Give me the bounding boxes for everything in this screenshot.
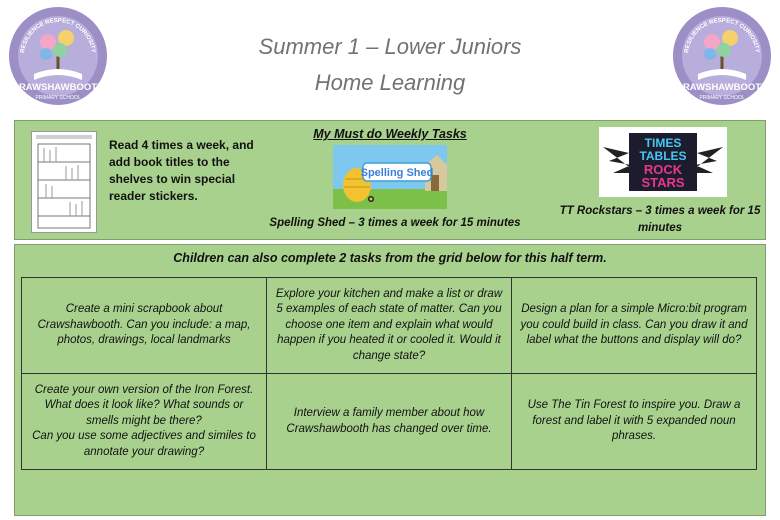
task-grid-table	[21, 277, 757, 470]
svg-text:Spelling Shed: Spelling Shed	[360, 167, 434, 179]
svg-text:TIMES: TIMES	[644, 136, 682, 150]
task-grid-row	[22, 374, 757, 470]
spelling-shed-caption: Spelling Shed – 3 times a week for 15 minutes	[269, 217, 521, 229]
task-grid-panel	[14, 244, 766, 516]
svg-text:CRAWSHAWBOOTH: CRAWSHAWBOOTH	[676, 82, 768, 93]
bookshelf-worksheet-image	[31, 131, 97, 233]
task-cell-microbit: Design a plan for a simple Micro:bit program you could build in class. Can you draw it and label what the buttons and display will do?	[512, 278, 757, 374]
svg-text:PRIMARY SCHOOL: PRIMARY SCHOOL	[35, 95, 81, 101]
svg-text:RESILIENCE RESPECT CURIOSITY: RESILIENCE RESPECT CURIOSITY	[20, 17, 96, 54]
must-do-panel	[14, 120, 766, 240]
task-grid-heading: Children can also complete 2 tasks from the grid below for this half term.	[173, 251, 607, 265]
svg-text:PRIMARY SCHOOL: PRIMARY SCHOOL	[699, 95, 745, 101]
must-do-heading: My Must do Weekly Tasks	[313, 127, 467, 141]
reading-task-text: Read 4 times a week, and add book titles to the shelves to win special reader stickers.	[109, 138, 254, 203]
task-cell-iron-forest: Create your own version of the Iron Forest. What does it look like? What sounds or smells might be there? Can you use some adjectives and similes to annotate your drawing?	[22, 374, 267, 470]
task-cell-states-of-matter: Explore your kitchen and make a list or draw 5 examples of each state of matter. Can you choose one item and explain what would happen if you heated it or cooled it. Would it change state?	[267, 278, 512, 374]
page-subtitle: Home Learning	[314, 70, 466, 95]
spelling-shed-logo	[333, 145, 447, 209]
tt-rockstars-caption: TT Rockstars – 3 times a week for 15 minutes	[559, 205, 761, 234]
school-logo-right	[670, 4, 774, 108]
task-grid-row	[22, 278, 757, 374]
page-title: Summer 1 – Lower Juniors	[258, 34, 522, 59]
task-cell-tin-forest: Use The Tin Forest to inspire you. Draw a forest and label it with 5 expanded noun phrases.	[512, 374, 757, 470]
school-logo-left	[6, 4, 110, 108]
svg-text:TABLES: TABLES	[639, 149, 687, 163]
svg-text:ROCK: ROCK	[643, 162, 683, 177]
svg-text:RESILIENCE RESPECT CURIOSITY: RESILIENCE RESPECT CURIOSITY	[684, 17, 760, 54]
tt-rockstars-logo	[599, 127, 727, 197]
svg-text:STARS: STARS	[641, 175, 685, 190]
task-cell-scrapbook: Create a mini scrapbook about Crawshawbooth. Can you include: a map, photos, drawings, local landmarks	[22, 278, 267, 374]
svg-text:CRAWSHAWBOOTH: CRAWSHAWBOOTH	[12, 82, 104, 93]
task-cell-interview: Interview a family member about how Crawshawbooth has changed over time.	[267, 374, 512, 470]
